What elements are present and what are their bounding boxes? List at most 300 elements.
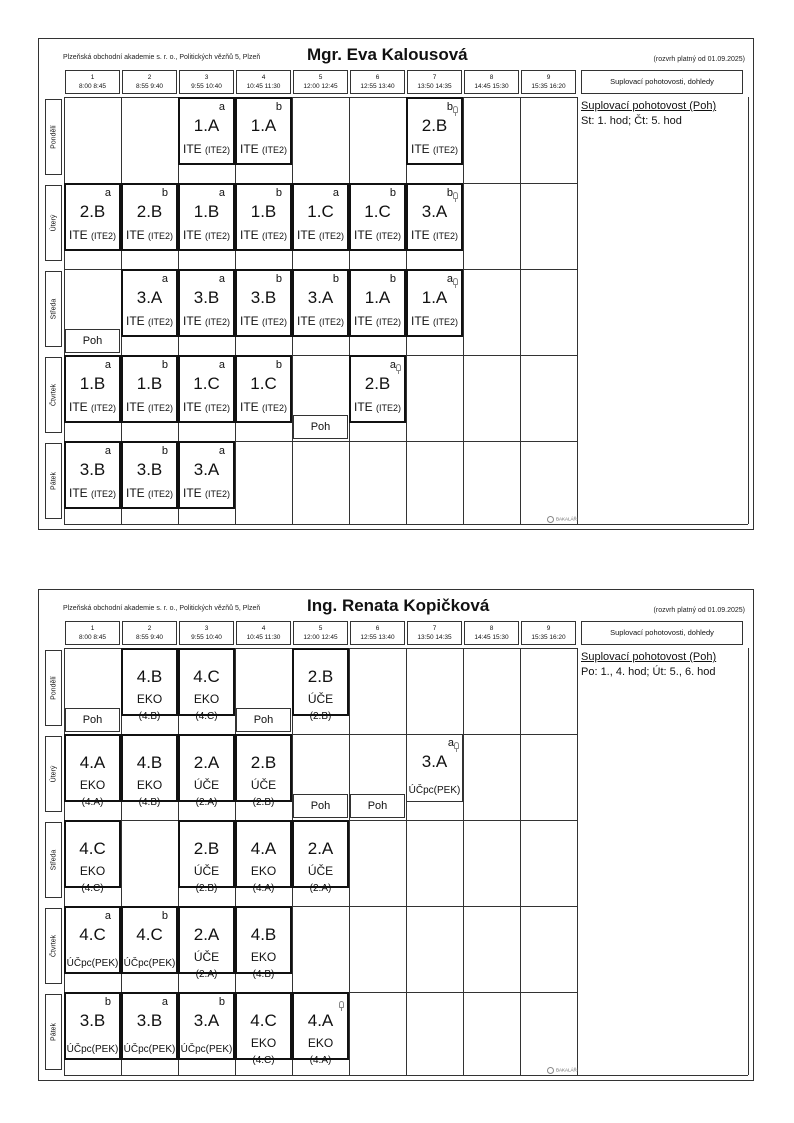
lesson-subject: EKO bbox=[79, 864, 106, 878]
lesson-group: b bbox=[161, 910, 168, 922]
lesson-group: a bbox=[104, 445, 111, 457]
period-time: 8:00 8:45 bbox=[78, 83, 107, 90]
day-label-text: Středa bbox=[50, 298, 57, 320]
lesson-room: (ITE2) bbox=[376, 403, 402, 413]
lesson-cell[interactable] bbox=[121, 992, 178, 1060]
lesson-cell[interactable] bbox=[349, 355, 406, 423]
lesson-room: (ITE2) bbox=[205, 231, 231, 241]
lesson-group: a bbox=[446, 273, 453, 285]
grid-line bbox=[406, 648, 407, 1075]
pin-icon bbox=[453, 192, 458, 199]
lesson-class: 1.B bbox=[250, 202, 277, 221]
valid-from: (rozvrh platný od 01.09.2025) bbox=[653, 56, 745, 63]
lesson-cell[interactable] bbox=[121, 648, 178, 722]
period-time: 15:35 16:20 bbox=[531, 634, 566, 641]
period-number: 4 bbox=[261, 74, 266, 81]
lesson-cell[interactable] bbox=[292, 269, 349, 337]
period-number: 5 bbox=[318, 74, 323, 81]
lesson-room: (ITE2) bbox=[319, 231, 345, 241]
lesson-room: (4.A) bbox=[81, 797, 104, 808]
lesson-subject: EKO bbox=[250, 864, 277, 878]
period-header bbox=[350, 70, 405, 94]
lesson-class: 4.C bbox=[250, 1011, 277, 1030]
lesson-group: b bbox=[275, 101, 282, 113]
supl-panel bbox=[581, 100, 749, 127]
lesson-room: (2.A) bbox=[309, 883, 332, 894]
period-header bbox=[293, 621, 348, 645]
lesson-class: 3.A bbox=[421, 752, 448, 771]
lesson-group: b bbox=[275, 359, 282, 371]
lesson-cell[interactable] bbox=[121, 734, 178, 808]
day-label-text: Úterý bbox=[50, 214, 57, 232]
lesson-subject: EKO bbox=[307, 1036, 334, 1050]
lesson-class: 1.B bbox=[136, 374, 163, 393]
period-number: 3 bbox=[204, 625, 209, 632]
period-number: 4 bbox=[261, 625, 266, 632]
period-number: 7 bbox=[432, 625, 437, 632]
lesson-class: 4.B bbox=[136, 753, 163, 772]
lesson-subject-code: ITE bbox=[353, 400, 373, 414]
lesson-class: 1.C bbox=[307, 202, 334, 221]
grid-line bbox=[577, 97, 578, 524]
lesson-group: a bbox=[218, 187, 225, 199]
lesson-subject-code: ITE bbox=[182, 142, 202, 156]
lesson-group: b bbox=[104, 996, 111, 1008]
lesson-cell[interactable] bbox=[406, 734, 463, 802]
lesson-room: (ITE2) bbox=[148, 317, 174, 327]
lesson-room: (2.B) bbox=[195, 883, 218, 894]
lesson-subject-code: ITE bbox=[125, 228, 145, 242]
lesson-subject-code: ITE bbox=[182, 400, 202, 414]
lesson-subject: EKO bbox=[136, 692, 163, 706]
period-number: 3 bbox=[204, 74, 209, 81]
pin-icon bbox=[454, 742, 459, 749]
lesson-cell[interactable] bbox=[64, 355, 121, 423]
lesson-class: 3.B bbox=[136, 460, 163, 479]
period-number: 5 bbox=[318, 625, 323, 632]
pin-icon bbox=[396, 364, 401, 371]
lesson-subject-code: ITE bbox=[239, 314, 259, 328]
lesson-class: 1.A bbox=[250, 116, 277, 135]
lesson-group: b bbox=[446, 101, 453, 113]
lesson-subject bbox=[408, 314, 461, 328]
lesson-subject bbox=[237, 314, 290, 328]
lesson-subject: ÚČpc(PEK) bbox=[123, 1044, 176, 1055]
period-header bbox=[179, 70, 234, 94]
lesson-class: 1.C bbox=[364, 202, 391, 221]
period-time: 10:45 11:30 bbox=[246, 634, 281, 641]
lesson-subject: EKO bbox=[193, 692, 220, 706]
lesson-subject-code: ITE bbox=[239, 400, 259, 414]
lesson-subject: ÚČE bbox=[193, 778, 220, 792]
lesson-subject: ÚČpc(PEK) bbox=[408, 785, 461, 796]
day-label-4 bbox=[45, 357, 62, 433]
lesson-class: 3.B bbox=[193, 288, 220, 307]
grid-line bbox=[64, 1075, 577, 1076]
lesson-room: (ITE2) bbox=[376, 317, 402, 327]
lesson-subject bbox=[123, 228, 176, 242]
lesson-subject bbox=[237, 228, 290, 242]
lesson-subject bbox=[66, 486, 119, 500]
supl-header: Suplovací pohotovosti, dohledy bbox=[581, 621, 743, 645]
lesson-subject-code: ITE bbox=[182, 228, 202, 242]
day-label-text: Pondělí bbox=[50, 676, 57, 700]
lesson-group: a bbox=[447, 737, 454, 749]
grid-line bbox=[349, 648, 350, 1075]
lesson-subject bbox=[66, 228, 119, 242]
grid-line bbox=[64, 524, 577, 525]
lesson-room: (2.A) bbox=[195, 969, 218, 980]
lesson-room: (ITE2) bbox=[148, 403, 174, 413]
period-number: 2 bbox=[147, 625, 152, 632]
poh-box[interactable]: Poh bbox=[293, 794, 348, 818]
valid-from: (rozvrh platný od 01.09.2025) bbox=[653, 607, 745, 614]
lesson-class: 3.B bbox=[79, 460, 106, 479]
day-label-text: Čtvrtek bbox=[50, 934, 57, 958]
period-time: 8:55 9:40 bbox=[135, 83, 164, 90]
lesson-group: b bbox=[161, 359, 168, 371]
lesson-subject bbox=[351, 314, 404, 328]
lesson-subject: ÚČpc(PEK) bbox=[123, 958, 176, 969]
grid-line bbox=[577, 524, 748, 525]
lesson-subject-code: ITE bbox=[182, 486, 202, 500]
lesson-cell[interactable] bbox=[406, 269, 463, 337]
period-header bbox=[464, 70, 519, 94]
lesson-room: (ITE2) bbox=[433, 317, 459, 327]
period-time: 13:50 14:35 bbox=[417, 634, 452, 641]
day-label-3 bbox=[45, 271, 62, 347]
lesson-subject-code: ITE bbox=[68, 486, 88, 500]
period-header bbox=[350, 621, 405, 645]
period-number: 1 bbox=[90, 74, 95, 81]
lesson-subject-code: ITE bbox=[239, 142, 259, 156]
period-header bbox=[293, 70, 348, 94]
lesson-room: (ITE2) bbox=[148, 231, 174, 241]
lesson-cell[interactable] bbox=[178, 820, 235, 894]
lesson-class: 4.C bbox=[136, 925, 163, 944]
school-name: Plzeňská obchodní akademie s. r. o., Politických vězňů 5, Plzeň bbox=[63, 605, 261, 612]
lesson-room: (ITE2) bbox=[91, 403, 117, 413]
lesson-cell[interactable] bbox=[178, 648, 235, 722]
grid-line bbox=[577, 648, 578, 1075]
lesson-class: 1.A bbox=[364, 288, 391, 307]
lesson-group: a bbox=[218, 445, 225, 457]
grid-line bbox=[64, 97, 577, 98]
lesson-class: 2.A bbox=[193, 753, 220, 772]
lesson-room: (ITE2) bbox=[205, 145, 231, 155]
supl-title: Suplovací pohotovost (Poh) bbox=[581, 651, 717, 663]
lesson-cell[interactable] bbox=[178, 97, 235, 165]
grid-line bbox=[520, 648, 521, 1075]
period-time: 14:45 15:30 bbox=[474, 634, 509, 641]
pin-icon bbox=[453, 106, 458, 113]
lesson-cell[interactable] bbox=[292, 992, 349, 1066]
lesson-room: (ITE2) bbox=[433, 145, 459, 155]
supl-text: St: 1. hod; Čt: 5. hod bbox=[581, 115, 682, 127]
day-label-2 bbox=[45, 185, 62, 261]
lesson-class: 1.B bbox=[193, 202, 220, 221]
lesson-class: 3.A bbox=[136, 288, 163, 307]
lesson-group: a bbox=[218, 101, 225, 113]
lesson-cell[interactable] bbox=[292, 183, 349, 251]
lesson-room: (4.B) bbox=[138, 711, 161, 722]
day-label-1 bbox=[45, 99, 62, 175]
lesson-cell[interactable] bbox=[64, 734, 121, 808]
lesson-cell[interactable] bbox=[121, 269, 178, 337]
lesson-class: 2.A bbox=[307, 839, 334, 858]
lesson-class: 4.A bbox=[79, 753, 106, 772]
day-label-text: Čtvrtek bbox=[50, 383, 57, 407]
lesson-subject: ÚČE bbox=[307, 864, 334, 878]
lesson-class: 4.C bbox=[79, 925, 106, 944]
lesson-room: (ITE2) bbox=[205, 489, 231, 499]
lesson-cell[interactable] bbox=[235, 992, 292, 1066]
lesson-cell[interactable] bbox=[64, 906, 121, 974]
lesson-cell[interactable] bbox=[121, 441, 178, 509]
lesson-class: 2.A bbox=[193, 925, 220, 944]
lesson-class: 1.C bbox=[250, 374, 277, 393]
lesson-cell[interactable] bbox=[235, 355, 292, 423]
lesson-cell[interactable] bbox=[178, 183, 235, 251]
lesson-subject-code: ITE bbox=[410, 228, 430, 242]
poh-box[interactable]: Poh bbox=[65, 329, 120, 353]
lesson-subject: EKO bbox=[79, 778, 106, 792]
lesson-class: 3.A bbox=[193, 460, 220, 479]
poh-box[interactable]: Poh bbox=[293, 415, 348, 439]
period-header bbox=[122, 621, 177, 645]
lesson-group: a bbox=[161, 996, 168, 1008]
lesson-group: b bbox=[446, 187, 453, 199]
lesson-subject-code: ITE bbox=[410, 314, 430, 328]
brand-logo: BAKALÁŘI bbox=[547, 516, 578, 523]
period-time: 9:55 10:40 bbox=[191, 634, 222, 641]
lesson-class: 3.A bbox=[421, 202, 448, 221]
lesson-subject-code: ITE bbox=[296, 314, 316, 328]
supl-text: Po: 1., 4. hod; Út: 5., 6. hod bbox=[581, 666, 716, 678]
day-label-text: Pondělí bbox=[50, 125, 57, 149]
lesson-cell[interactable] bbox=[235, 97, 292, 165]
lesson-cell[interactable] bbox=[235, 269, 292, 337]
lesson-room: (4.A) bbox=[309, 1055, 332, 1066]
lesson-room: (ITE2) bbox=[205, 317, 231, 327]
pin-icon bbox=[453, 278, 458, 285]
period-number: 6 bbox=[375, 74, 380, 81]
lesson-cell[interactable] bbox=[64, 441, 121, 509]
lesson-subject-code: ITE bbox=[353, 314, 373, 328]
lesson-room: (2.B) bbox=[252, 797, 275, 808]
lesson-cell[interactable] bbox=[178, 906, 235, 980]
lesson-cell[interactable] bbox=[292, 648, 349, 722]
lesson-subject-code: ITE bbox=[353, 228, 373, 242]
lesson-subject: EKO bbox=[250, 950, 277, 964]
grid-line bbox=[748, 97, 749, 524]
period-number: 2 bbox=[147, 74, 152, 81]
lesson-room: (ITE2) bbox=[91, 489, 117, 499]
lesson-room: (ITE2) bbox=[376, 231, 402, 241]
period-number: 9 bbox=[546, 74, 551, 81]
teacher-name: Mgr. Eva Kalousová bbox=[307, 45, 468, 64]
lesson-class: 2.B bbox=[136, 202, 163, 221]
lesson-class: 2.B bbox=[364, 374, 391, 393]
lesson-group: a bbox=[218, 359, 225, 371]
lesson-class: 3.A bbox=[307, 288, 334, 307]
lesson-cell[interactable] bbox=[121, 183, 178, 251]
lesson-group: b bbox=[389, 273, 396, 285]
lesson-cell[interactable] bbox=[292, 820, 349, 894]
lesson-cell[interactable] bbox=[178, 355, 235, 423]
lesson-subject: ÚČE bbox=[193, 864, 220, 878]
lesson-room: (ITE2) bbox=[91, 231, 117, 241]
lesson-subject bbox=[66, 400, 119, 414]
lesson-cell[interactable] bbox=[235, 906, 292, 980]
period-number: 8 bbox=[489, 625, 494, 632]
lesson-subject bbox=[180, 486, 233, 500]
period-header bbox=[179, 621, 234, 645]
lesson-subject bbox=[123, 486, 176, 500]
lesson-cell[interactable] bbox=[235, 820, 292, 894]
period-time: 13:50 14:35 bbox=[417, 83, 452, 90]
period-header bbox=[464, 621, 519, 645]
day-label-text: Pátek bbox=[50, 1023, 57, 1041]
period-number: 8 bbox=[489, 74, 494, 81]
lesson-room: (ITE2) bbox=[433, 231, 459, 241]
period-number: 7 bbox=[432, 74, 437, 81]
lesson-subject: ÚČpc(PEK) bbox=[66, 958, 119, 969]
grid-line bbox=[463, 648, 464, 1075]
period-header bbox=[407, 70, 462, 94]
lesson-room: (ITE2) bbox=[262, 403, 288, 413]
lesson-cell[interactable] bbox=[406, 183, 463, 251]
period-header bbox=[521, 621, 576, 645]
period-time: 8:00 8:45 bbox=[78, 634, 107, 641]
lesson-subject-code: ITE bbox=[125, 400, 145, 414]
lesson-cell[interactable] bbox=[178, 992, 235, 1060]
lesson-cell[interactable] bbox=[121, 355, 178, 423]
period-header bbox=[236, 70, 291, 94]
lesson-group: a bbox=[218, 273, 225, 285]
period-header bbox=[65, 621, 120, 645]
lesson-class: 4.A bbox=[307, 1011, 334, 1030]
lesson-cell[interactable] bbox=[64, 820, 121, 894]
period-number: 9 bbox=[546, 625, 551, 632]
period-time: 12:55 13:40 bbox=[360, 634, 395, 641]
lesson-class: 2.B bbox=[421, 116, 448, 135]
lesson-group: b bbox=[332, 273, 339, 285]
poh-box[interactable]: Poh bbox=[65, 708, 120, 732]
lesson-subject bbox=[351, 400, 404, 414]
day-label-5 bbox=[45, 443, 62, 519]
lesson-room: (4.B) bbox=[252, 969, 275, 980]
lesson-cell[interactable] bbox=[178, 441, 235, 509]
lesson-subject bbox=[408, 228, 461, 242]
grid-line bbox=[577, 1075, 748, 1076]
lesson-class: 4.C bbox=[193, 667, 220, 686]
lesson-subject bbox=[237, 142, 290, 156]
lesson-group: b bbox=[218, 996, 225, 1008]
day-label-4 bbox=[45, 908, 62, 984]
lesson-cell[interactable] bbox=[64, 183, 121, 251]
lesson-class: 1.B bbox=[79, 374, 106, 393]
lesson-room: (ITE2) bbox=[262, 231, 288, 241]
grid-line bbox=[463, 97, 464, 524]
lesson-class: 4.B bbox=[250, 925, 277, 944]
lesson-subject bbox=[408, 142, 461, 156]
lesson-class: 4.B bbox=[136, 667, 163, 686]
lesson-room: (ITE2) bbox=[319, 317, 345, 327]
lesson-cell[interactable] bbox=[235, 183, 292, 251]
lesson-cell[interactable] bbox=[178, 269, 235, 337]
lesson-room: (2.B) bbox=[309, 711, 332, 722]
lesson-class: 1.A bbox=[421, 288, 448, 307]
lesson-subject-code: ITE bbox=[68, 400, 88, 414]
period-header bbox=[407, 621, 462, 645]
lesson-cell[interactable] bbox=[64, 992, 121, 1060]
teacher-name: Ing. Renata Kopičková bbox=[307, 596, 490, 615]
lesson-room: (ITE2) bbox=[148, 489, 174, 499]
period-time: 9:55 10:40 bbox=[191, 83, 222, 90]
lesson-group: b bbox=[161, 445, 168, 457]
lesson-subject: EKO bbox=[136, 778, 163, 792]
brand-logo: BAKALÁŘI bbox=[547, 1067, 578, 1074]
day-label-3 bbox=[45, 822, 62, 898]
lesson-class: 3.A bbox=[193, 1011, 220, 1030]
lesson-cell[interactable] bbox=[349, 269, 406, 337]
lesson-subject bbox=[180, 314, 233, 328]
lesson-group: b bbox=[275, 273, 282, 285]
lesson-group: a bbox=[104, 359, 111, 371]
lesson-class: 2.B bbox=[307, 667, 334, 686]
lesson-group: b bbox=[389, 187, 396, 199]
lesson-cell[interactable] bbox=[349, 183, 406, 251]
timetable-kopickova bbox=[38, 589, 754, 1081]
lesson-cell[interactable] bbox=[121, 906, 178, 974]
period-number: 1 bbox=[90, 625, 95, 632]
grid-line bbox=[748, 648, 749, 1075]
grid-line bbox=[520, 97, 521, 524]
lesson-room: (ITE2) bbox=[262, 145, 288, 155]
lesson-subject bbox=[237, 400, 290, 414]
lesson-group: b bbox=[275, 187, 282, 199]
lesson-class: 2.B bbox=[250, 753, 277, 772]
lesson-room: (4.A) bbox=[252, 883, 275, 894]
lesson-subject: ÚČE bbox=[193, 950, 220, 964]
day-label-text: Pátek bbox=[50, 472, 57, 490]
day-label-text: Středa bbox=[50, 849, 57, 871]
lesson-subject bbox=[180, 228, 233, 242]
lesson-group: a bbox=[104, 910, 111, 922]
lesson-subject bbox=[180, 400, 233, 414]
period-header bbox=[236, 621, 291, 645]
lesson-subject: ÚČE bbox=[307, 692, 334, 706]
poh-box[interactable]: Poh bbox=[350, 794, 405, 818]
lesson-class: 2.B bbox=[79, 202, 106, 221]
lesson-cell[interactable] bbox=[406, 97, 463, 165]
poh-box[interactable]: Poh bbox=[236, 708, 291, 732]
lesson-subject bbox=[123, 400, 176, 414]
period-header bbox=[122, 70, 177, 94]
lesson-subject bbox=[294, 228, 347, 242]
lesson-class: 2.B bbox=[193, 839, 220, 858]
pin-icon bbox=[339, 1001, 344, 1008]
lesson-group: a bbox=[332, 187, 339, 199]
lesson-room: (4.B) bbox=[138, 797, 161, 808]
lesson-cell[interactable] bbox=[235, 734, 292, 808]
period-header bbox=[65, 70, 120, 94]
lesson-cell[interactable] bbox=[178, 734, 235, 808]
lesson-subject-code: ITE bbox=[125, 486, 145, 500]
lesson-room: (2.A) bbox=[195, 797, 218, 808]
period-time: 15:35 16:20 bbox=[531, 83, 566, 90]
